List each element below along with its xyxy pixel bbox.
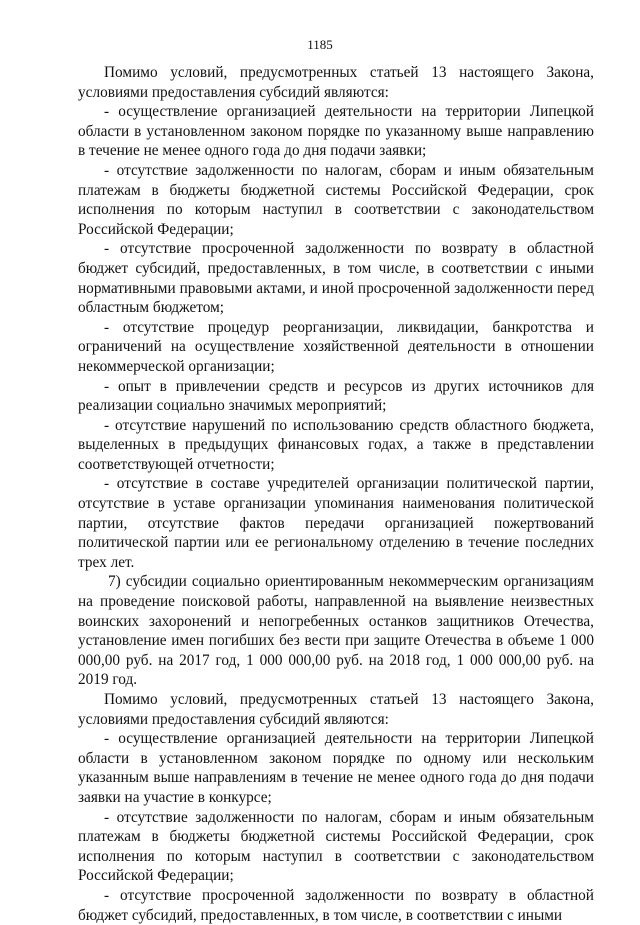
paragraph-condition-no-liquidation: - отсутствие процедур реорганизации, ликвидации, банкротства и ограничений на осуществление хозяйственной деятельности в отношении некоммерческой организации;	[78, 318, 594, 375]
paragraph-conditions-intro-2: Помимо условий, предусмотренных статьей 13 настоящего Закона, условиями предоставления субсидий являются:	[78, 691, 594, 728]
paragraph-condition-fundraising-experience: - опыт в привлечении средств и ресурсов из других источников для реализации социально значимых мероприятий;	[78, 377, 594, 415]
paragraph-condition-no-political-party: - отсутствие в составе учредителей организации политической партии, отсутствие в уставе организации упоминания наименования политической партии, отсутствие фактов передачи организацией пожертвований политической партии или ее региональному отделению в течение последних трех лет.	[78, 475, 594, 571]
paragraph-condition-no-overdue-debt-2: - отсутствие просроченной задолженности по возврату в областной бюджет субсидий, предоставленных, в том числе, в соответствии с иными	[78, 886, 594, 924]
page-number: 1185	[307, 37, 333, 52]
paragraph-condition-activity-2: - осуществление организацией деятельности на территории Липецкой области в установленном законом порядке по одному или нескольким указанным выше направлениям в течение не менее одного года до дня подачи заявки на участие в конкурсе;	[78, 730, 594, 806]
paragraph-subsidy-7: 7) субсидии социально ориентированным некоммерческим организациям на проведение поисковой работы, направленной на выявление неизвестных воинских захоронений и непогребенных останков защитников Отечества, установление имен погибших без вести при защите Отечества в объеме 1 000 000,00 руб. на 2017 год, 1 000 000,00 руб. на 2018 год, 1 000 000,00 руб. на 2019 год.	[78, 573, 594, 689]
document-body	[78, 63, 594, 925]
paragraph-condition-activity: - осуществление организацией деятельности на территории Липецкой области в установленном законом порядке по указанному выше направлению в течение не менее одного года до дня подачи заявки;	[78, 103, 594, 160]
paragraph-condition-no-overdue-debt: - отсутствие просроченной задолженности по возврату в областной бюджет субсидий, предоставленных, в том числе, в соответствии с иными нормативными правовыми актами, и иной просроченной задолженности перед областным бюджетом;	[78, 240, 594, 317]
paragraph-condition-no-violations: - отсутствие нарушений по использованию средств областного бюджета, выделенных в предыдущих финансовых годах, а также в представлении соответствующей отчетности;	[78, 416, 594, 473]
paragraph-conditions-intro: Помимо условий, предусмотренных статьей 13 настоящего Закона, условиями предоставления субсидий являются:	[78, 64, 594, 101]
paragraph-condition-no-tax-debt-2: - отсутствие задолженности по налогам, сборам и иным обязательным платежам в бюджеты бюджетной системы Российской Федерации, срок исполнения по которым наступил в соответствии с законодательством Российской Федерации;	[78, 808, 594, 885]
paragraph-condition-no-tax-debt: - отсутствие задолженности по налогам, сборам и иным обязательным платежам в бюджеты бюджетной системы Российской Федерации, срок исполнения по которым наступил в соответствии с законодательством Российской Федерации;	[78, 161, 594, 238]
